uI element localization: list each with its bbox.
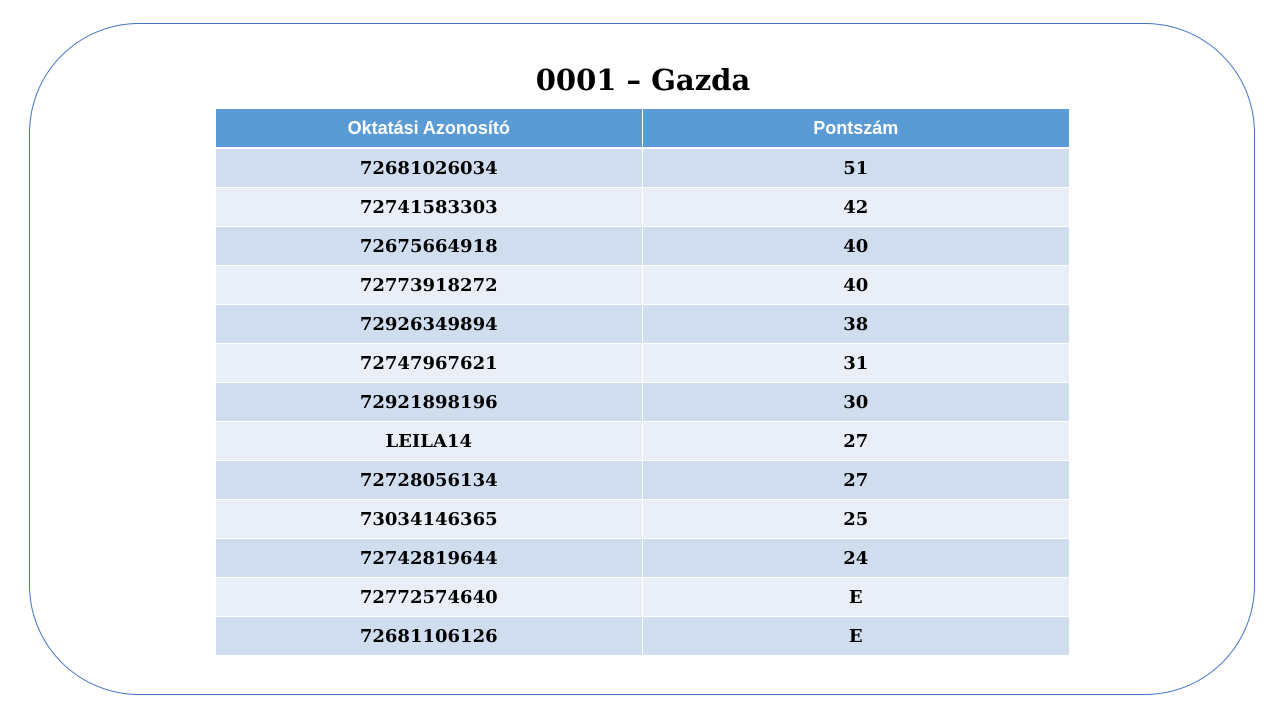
column-header-id: Oktatási Azonosító: [216, 109, 642, 148]
table-row: [216, 539, 1069, 578]
id-cell: 72921898196: [216, 383, 642, 422]
score-cell: 24: [642, 539, 1069, 578]
results-table: [216, 109, 1069, 655]
id-cell: 72742819644: [216, 539, 642, 578]
id-cell: 72747967621: [216, 344, 642, 383]
score-cell: E: [642, 578, 1069, 617]
score-cell: 51: [642, 148, 1069, 188]
table-body: [216, 148, 1069, 655]
score-cell: 31: [642, 344, 1069, 383]
score-cell: 40: [642, 266, 1069, 305]
score-cell: 25: [642, 500, 1069, 539]
id-cell: LEILA14: [216, 422, 642, 461]
table-row: [216, 461, 1069, 500]
id-cell: 72772574640: [216, 578, 642, 617]
table-row: [216, 500, 1069, 539]
score-cell: 40: [642, 227, 1069, 266]
id-cell: 72773918272: [216, 266, 642, 305]
table-row: [216, 227, 1069, 266]
table-row: [216, 344, 1069, 383]
table-row: [216, 305, 1069, 344]
table-row: [216, 148, 1069, 188]
page-title: 0001 – Gazda: [535, 63, 751, 97]
table-row: [216, 617, 1069, 656]
score-cell: E: [642, 617, 1069, 656]
table-row: [216, 266, 1069, 305]
score-cell: 42: [642, 188, 1069, 227]
score-cell: 27: [642, 422, 1069, 461]
score-cell: 38: [642, 305, 1069, 344]
score-cell: 30: [642, 383, 1069, 422]
score-cell: 27: [642, 461, 1069, 500]
id-cell: 72728056134: [216, 461, 642, 500]
table-row: [216, 422, 1069, 461]
id-cell: 73034146365: [216, 500, 642, 539]
id-cell: 72681026034: [216, 148, 642, 188]
table-header-row: [216, 109, 1069, 148]
table-row: [216, 383, 1069, 422]
column-header-score: Pontszám: [642, 109, 1069, 148]
table-row: [216, 578, 1069, 617]
id-cell: 72741583303: [216, 188, 642, 227]
table-row: [216, 188, 1069, 227]
id-cell: 72926349894: [216, 305, 642, 344]
id-cell: 72675664918: [216, 227, 642, 266]
id-cell: 72681106126: [216, 617, 642, 656]
